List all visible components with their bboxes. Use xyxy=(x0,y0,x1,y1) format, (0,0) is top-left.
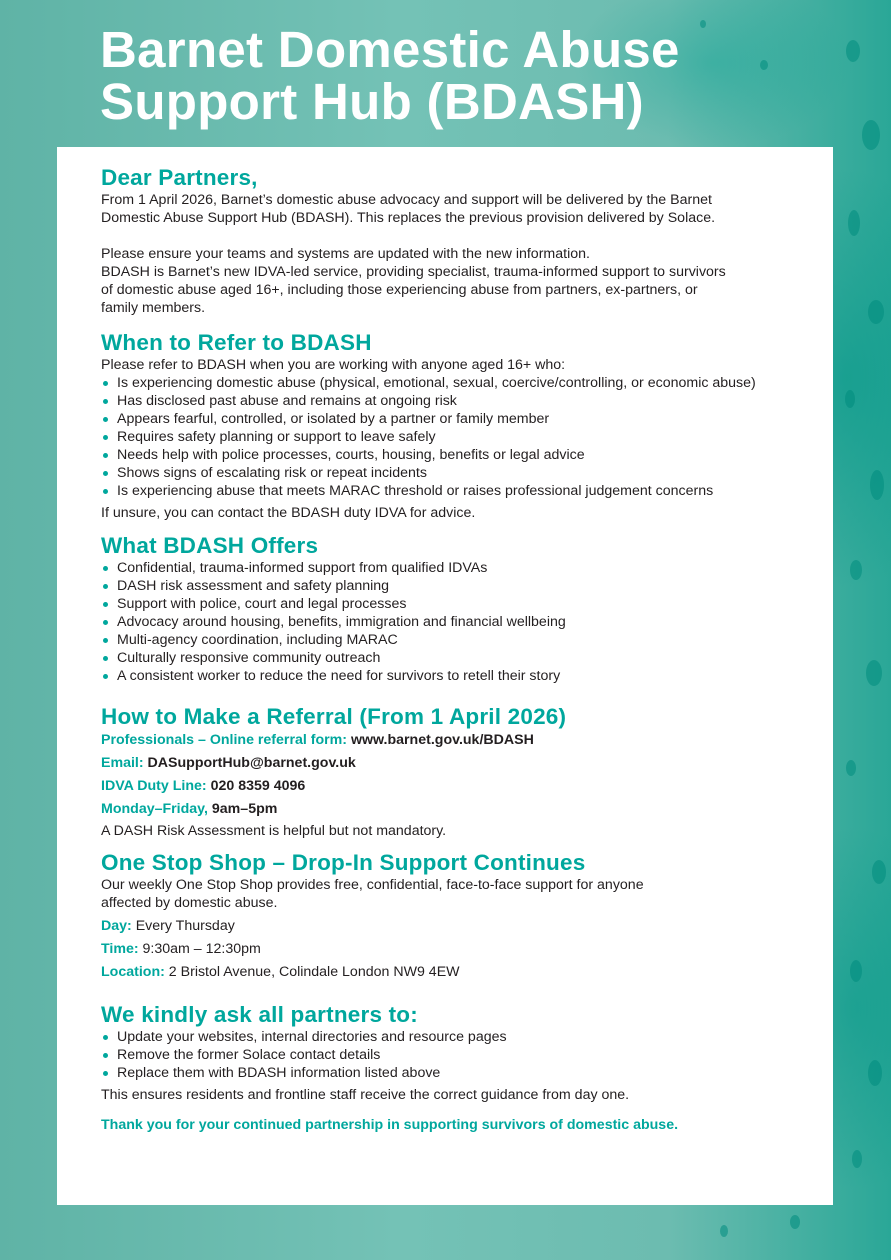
intro-para2-line4: family members. xyxy=(101,300,206,316)
list-item: Remove the former Solace contact details xyxy=(101,1046,821,1064)
list-item: Confidential, trauma-informed support from qualified IDVAs xyxy=(101,559,821,577)
email-label: Email: xyxy=(101,755,144,771)
intro-heading: Dear Partners, xyxy=(101,165,258,190)
offers-heading: What BDASH Offers xyxy=(101,533,319,558)
content-panel xyxy=(57,147,833,1205)
list-item: Is experiencing abuse that meets MARAC threshold or raises professional judgement concerns xyxy=(101,482,821,500)
referral-form-label: Professionals – Online referral form: xyxy=(101,732,347,748)
intro-para2-line3: of domestic abuse aged 16+, including those experiencing abuse from partners, ex-partners, or xyxy=(101,282,698,298)
location-label: Location: xyxy=(101,964,165,980)
list-item: Advocacy around housing, benefits, immigration and financial wellbeing xyxy=(101,613,821,631)
referral-heading: How to Make a Referral (From 1 April 2026) xyxy=(101,704,567,729)
day-label: Day: xyxy=(101,918,132,934)
one-stop-shop-heading: One Stop Shop – Drop-In Support Continues xyxy=(101,850,586,875)
partner-ask-list xyxy=(101,1028,821,1082)
day-row xyxy=(101,917,821,935)
partner-ask-section xyxy=(101,1002,821,1134)
list-item: Multi-agency coordination, including MARAC xyxy=(101,631,821,649)
list-item: Culturally responsive community outreach xyxy=(101,649,821,667)
one-stop-shop-section xyxy=(101,850,821,981)
intro-para2-line1: Please ensure your teams and systems are updated with the new information. xyxy=(101,246,590,262)
one-stop-shop-desc-line2: affected by domestic abuse. xyxy=(101,895,278,911)
list-item: DASH risk assessment and safety planning xyxy=(101,577,821,595)
list-item: Needs help with police processes, courts, housing, benefits or legal advice xyxy=(101,446,821,464)
when-to-refer-heading: When to Refer to BDASH xyxy=(101,330,372,355)
time-label: Time: xyxy=(101,941,139,957)
offers-section xyxy=(101,533,821,685)
thank-you-note: Thank you for your continued partnership in supporting survivors of domestic abuse. xyxy=(101,1117,679,1133)
phone-row xyxy=(101,777,821,795)
list-item: Support with police, court and legal processes xyxy=(101,595,821,613)
list-item: Update your websites, internal directories and resource pages xyxy=(101,1028,821,1046)
partner-ask-heading: We kindly ask all partners to: xyxy=(101,1002,418,1027)
intro-para2-line2: BDASH is Barnet’s new IDVA-led service, providing specialist, trauma-informed support to survivors xyxy=(101,264,726,280)
location-row xyxy=(101,963,821,981)
page-title xyxy=(100,21,680,130)
intro-para1-line1: From 1 April 2026, Barnet’s domestic abuse advocacy and support will be delivered by the Barnet xyxy=(101,192,712,208)
list-item: Is experiencing domestic abuse (physical, emotional, sexual, coercive/controlling, or economic abuse) xyxy=(101,374,821,392)
referral-form-link[interactable]: www.barnet.gov.uk/BDASH xyxy=(350,732,534,748)
email-link[interactable]: DASupportHub@barnet.gov.uk xyxy=(147,755,356,771)
one-stop-shop-desc-line1: Our weekly One Stop Shop provides free, confidential, face-to-face support for anyone xyxy=(101,877,644,893)
list-item: A consistent worker to reduce the need for survivors to retell their story xyxy=(101,667,821,685)
list-item: Appears fearful, controlled, or isolated by a partner or family member xyxy=(101,410,821,428)
offers-list xyxy=(101,559,821,685)
title-line-2: Support Hub (BDASH) xyxy=(100,73,644,130)
intro-section xyxy=(101,165,821,317)
list-item: Requires safety planning or support to leave safely xyxy=(101,428,821,446)
title-line-1: Barnet Domestic Abuse xyxy=(100,21,680,78)
referral-note: A DASH Risk Assessment is helpful but not mandatory. xyxy=(101,823,447,839)
intro-para1-line2: Domestic Abuse Support Hub (BDASH). This replaces the previous provision delivered by Solace. xyxy=(101,210,716,226)
referral-form-row xyxy=(101,731,821,749)
when-to-refer-footer: If unsure, you can contact the BDASH duty IDVA for advice. xyxy=(101,505,476,521)
hours-value: 9am–5pm xyxy=(211,801,278,817)
referral-section xyxy=(101,704,821,840)
time-value: 9:30am – 12:30pm xyxy=(142,941,261,957)
hours-row xyxy=(101,800,821,818)
list-item: Has disclosed past abuse and remains at ongoing risk xyxy=(101,392,821,410)
days-label: Monday–Friday, xyxy=(101,801,208,817)
when-to-refer-lead: Please refer to BDASH when you are working with anyone aged 16+ who: xyxy=(101,357,566,373)
day-value: Every Thursday xyxy=(135,918,235,934)
list-item: Replace them with BDASH information listed above xyxy=(101,1064,821,1082)
time-row xyxy=(101,940,821,958)
phone-number[interactable]: 020 8359 4096 xyxy=(210,778,306,794)
partner-ask-footer: This ensures residents and frontline staff receive the correct guidance from day one. xyxy=(101,1087,630,1103)
phone-label: IDVA Duty Line: xyxy=(101,778,207,794)
location-value: 2 Bristol Avenue, Colindale London NW9 4EW xyxy=(168,964,460,980)
list-item: Shows signs of escalating risk or repeat incidents xyxy=(101,464,821,482)
when-to-refer-section xyxy=(101,330,821,522)
when-to-refer-list xyxy=(101,374,821,500)
letter-content xyxy=(101,165,821,1134)
email-row xyxy=(101,754,821,772)
